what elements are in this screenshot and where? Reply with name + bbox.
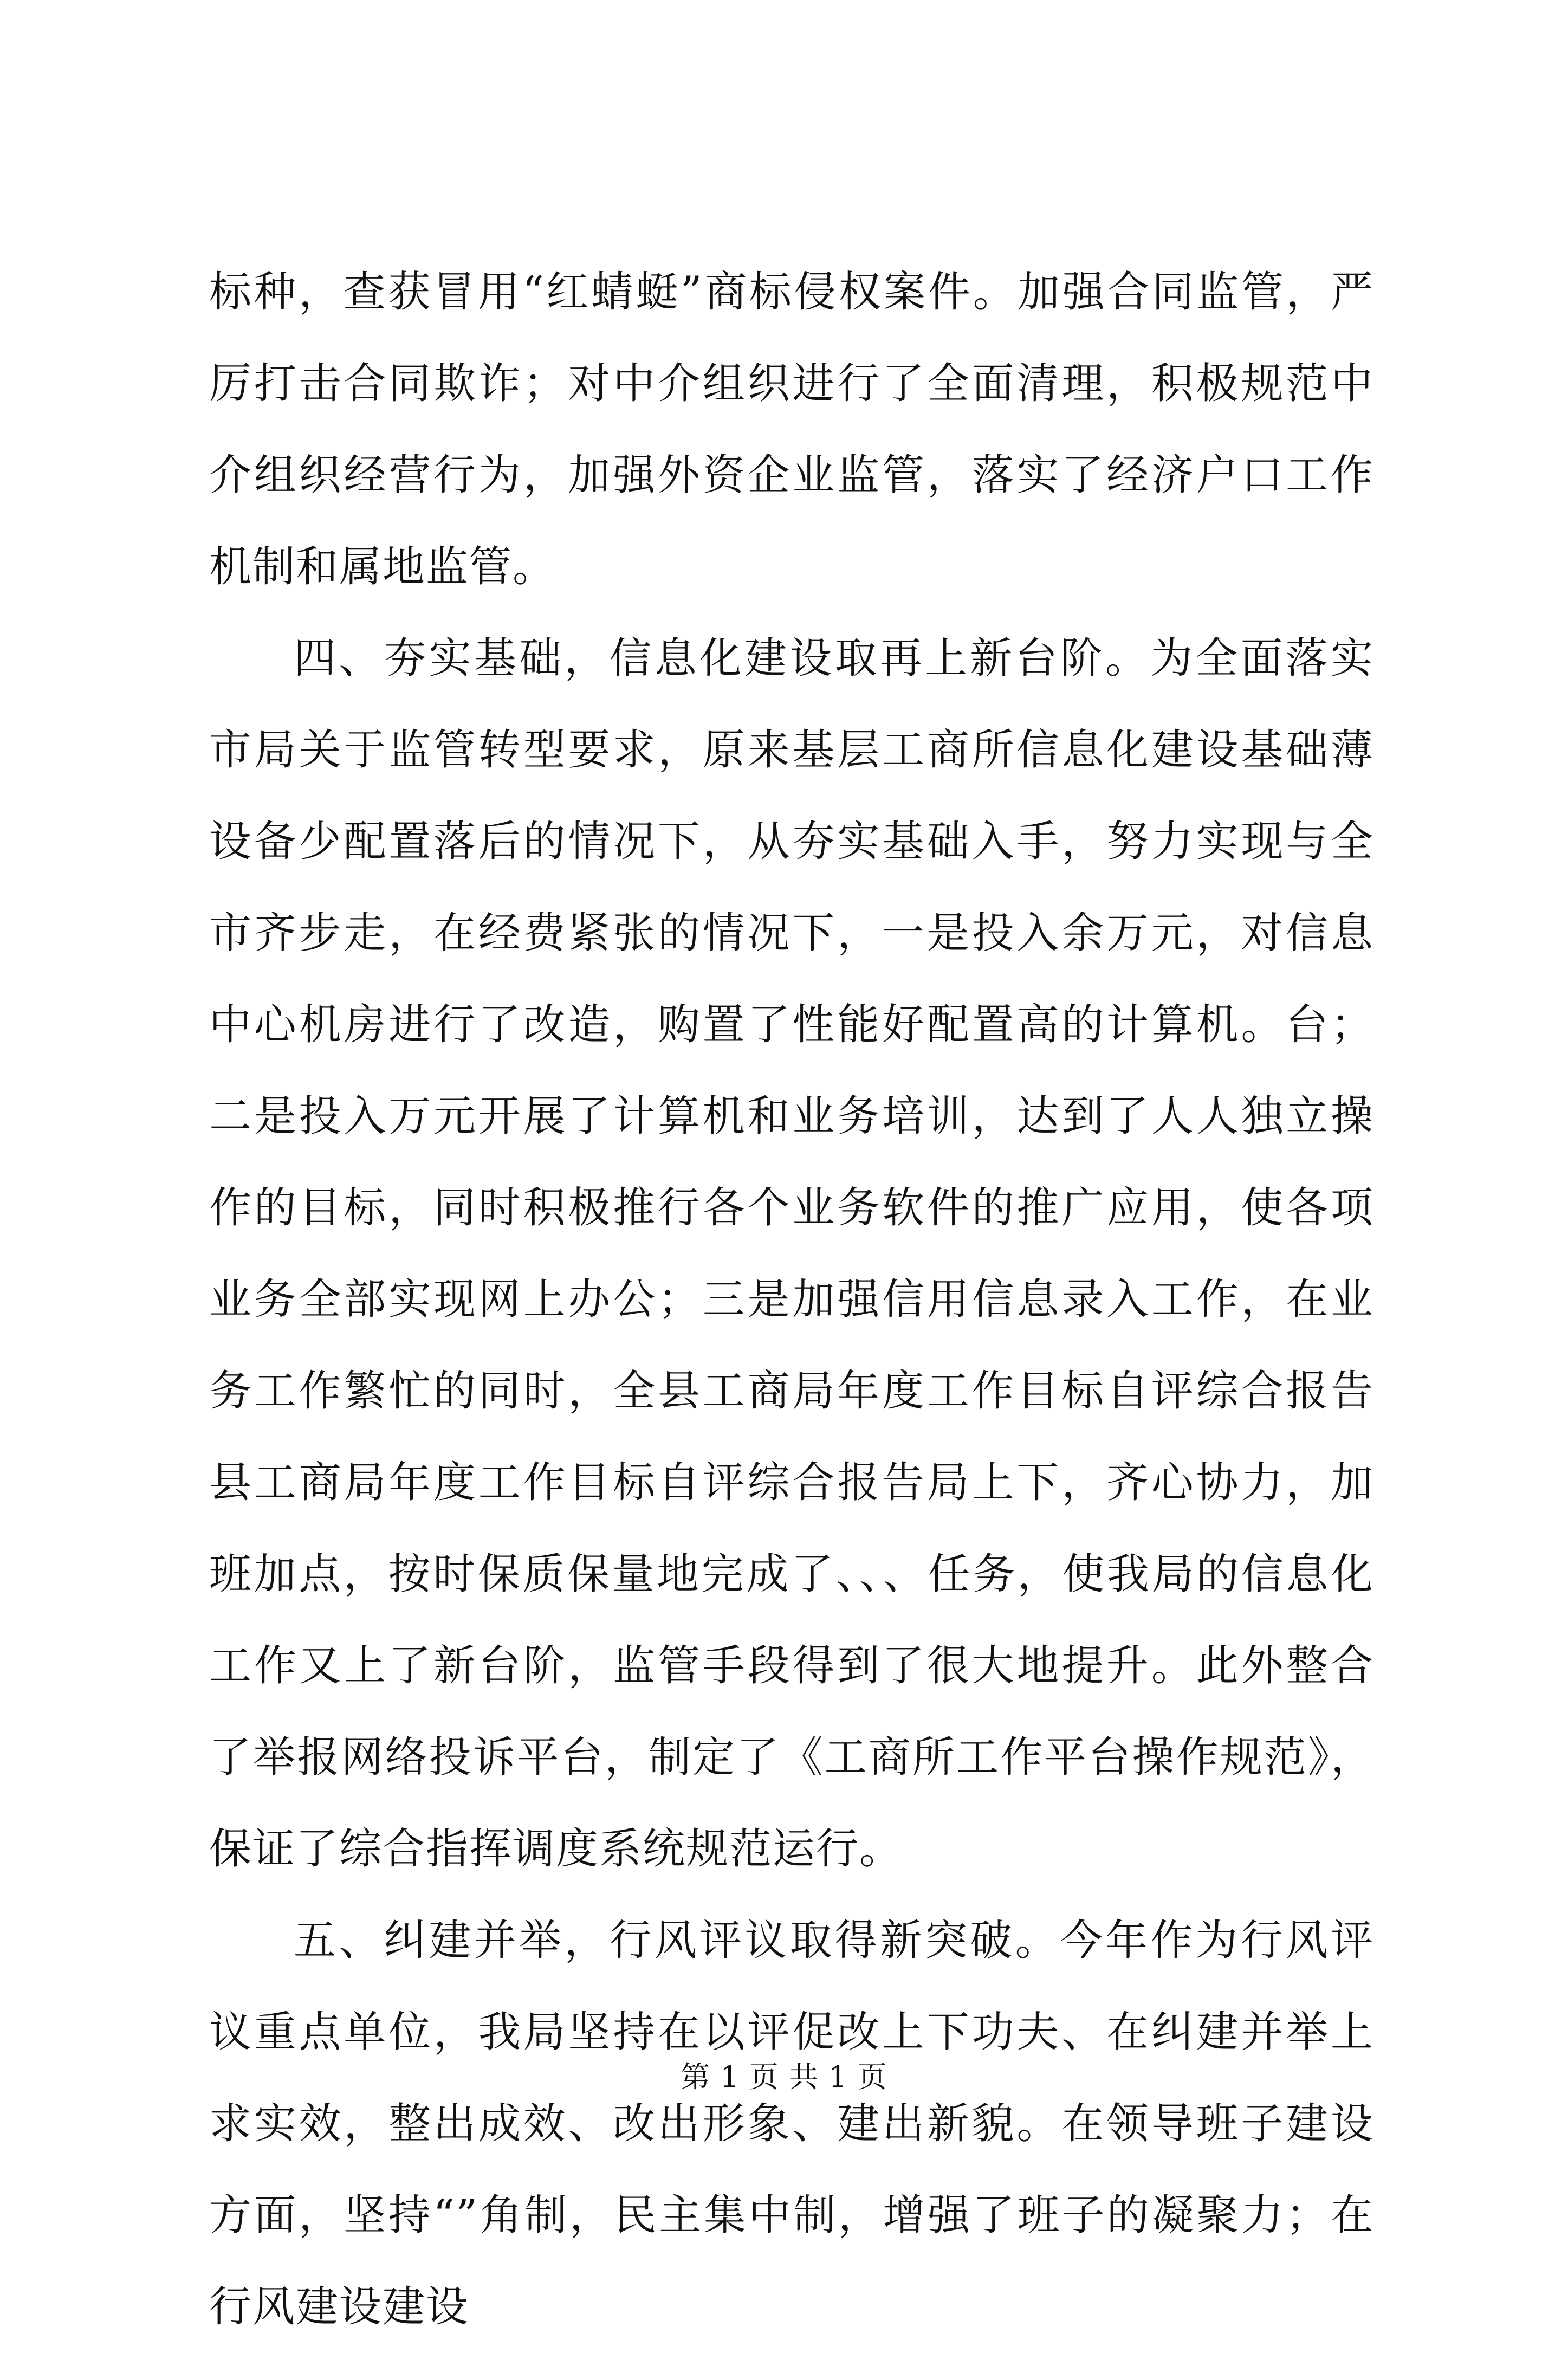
document-body xyxy=(209,247,1374,2353)
paragraph-conduct-review: 五、纠建并举，行风评议取得新突破。今年作为行风评议重点单位，我局坚持在以评促改上下功夫、在纠建并举上求实效，整出成效、改出形象、建出新貌。在领导班子建设方面，坚持“”角制，民主集中制，增强了班子的凝聚力；在行风建设建设 xyxy=(209,1916,1374,2331)
paragraph-informatization: 四、夯实基础，信息化建设取再上新台阶。为全面落实市局关于监管转型要求，原来基层工商所信息化建设基础薄设备少配置落后的情况下，从夯实基础入手，努力实现与全市齐步走，在经费紧张的情况下，一是投入余万元，对信息中心机房进行了改造，购置了性能好配置高的计算机。台；二是投入万元开展了计算机和业务培训，达到了人人独立操作的目标，同时积极推行各个业务软件的推广应用，使各项业务全部实现网上办公；三是加强信用信息录入工作，在业务工作繁忙的同时，全县工商局年度工作目标自评综合报告县工商局年度工作目标自评综合报告局上下，齐心协力，加班加点，按时保质保量地完成了、、、任务，使我局的信息化工作又上了新台阶，监管手段得到了很大地提升。此外整合了举报网络投诉平台，制定了《工商所工作平台操作规范》，保证了综合指挥调度系统规范运行。 xyxy=(209,634,1374,1873)
paragraph-trademark-contract: 标种，查获冒用“红蜻蜓”商标侵权案件。加强合同监管，严厉打击合同欺诈；对中介组织进行了全面清理，积极规范中介组织经营行为，加强外资企业监管，落实了经济户口工作机制和属地监管。 xyxy=(209,268,1374,591)
page-number-footer: 第 1 页 共 1 页 xyxy=(681,2060,887,2094)
